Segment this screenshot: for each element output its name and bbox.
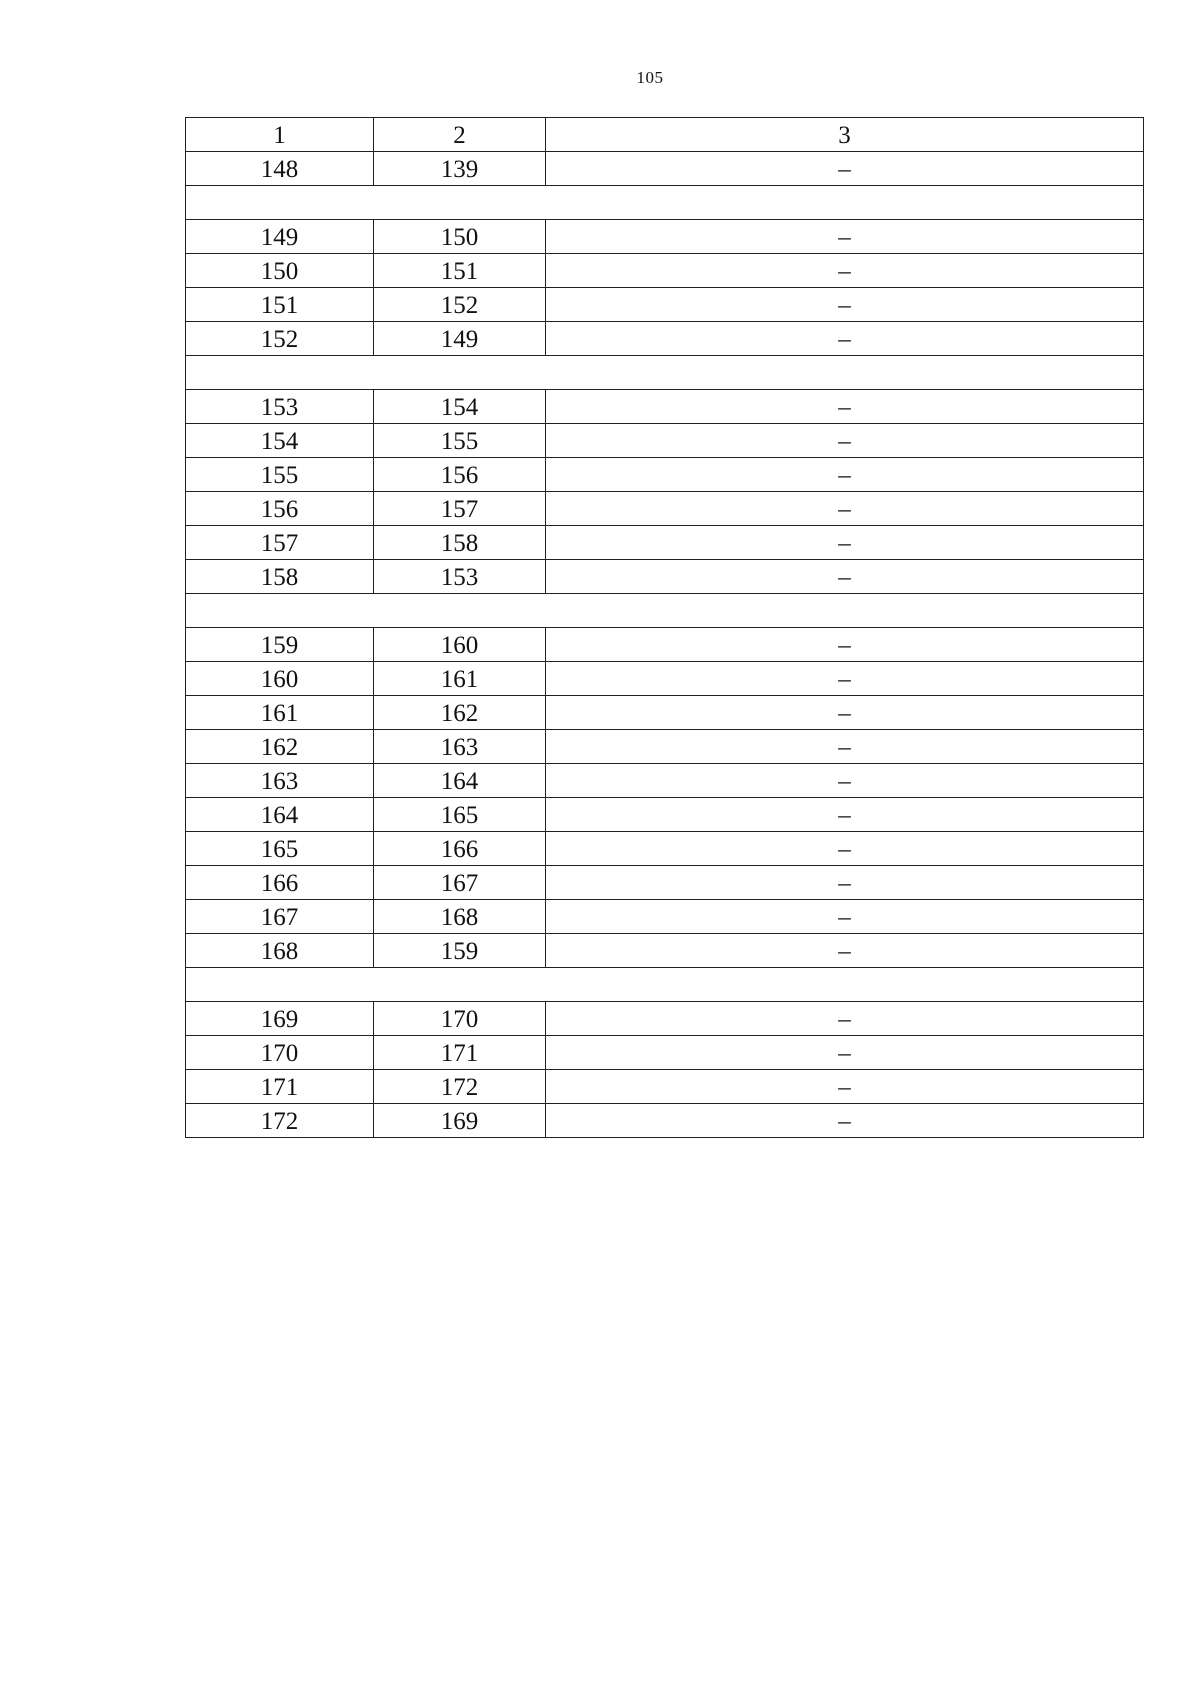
table-row bbox=[186, 560, 1144, 594]
cell-col3: – bbox=[546, 390, 1144, 424]
page-number: 105 bbox=[636, 68, 664, 87]
table-row bbox=[186, 696, 1144, 730]
cell-col3: – bbox=[546, 492, 1144, 526]
header-cell-col3: 3 bbox=[546, 118, 1144, 152]
cell-col3: – bbox=[546, 424, 1144, 458]
cell-col3: – bbox=[546, 152, 1144, 186]
table-row bbox=[186, 628, 1144, 662]
cell-col3: – bbox=[546, 1036, 1144, 1070]
cell-col3: – bbox=[546, 458, 1144, 492]
table-row bbox=[186, 1036, 1144, 1070]
group-separator-cell bbox=[186, 594, 1144, 628]
table-row bbox=[186, 492, 1144, 526]
table-row bbox=[186, 526, 1144, 560]
table-row bbox=[186, 322, 1144, 356]
table-body bbox=[186, 118, 1144, 1138]
cell-col1: 160 bbox=[186, 662, 374, 696]
cell-col3: – bbox=[546, 628, 1144, 662]
group-separator-row bbox=[186, 186, 1144, 220]
group-separator-row bbox=[186, 356, 1144, 390]
cell-col1: 150 bbox=[186, 254, 374, 288]
cell-col1: 166 bbox=[186, 866, 374, 900]
cell-col3: – bbox=[546, 288, 1144, 322]
cell-col2: 164 bbox=[374, 764, 546, 798]
table-row bbox=[186, 152, 1144, 186]
group-separator-cell bbox=[186, 968, 1144, 1002]
cell-col2: 172 bbox=[374, 1070, 546, 1104]
cell-col3: – bbox=[546, 832, 1144, 866]
cell-col3: – bbox=[546, 1104, 1144, 1138]
cell-col2: 163 bbox=[374, 730, 546, 764]
table-row bbox=[186, 1104, 1144, 1138]
cell-col1: 169 bbox=[186, 1002, 374, 1036]
cell-col3: – bbox=[546, 254, 1144, 288]
table-row bbox=[186, 662, 1144, 696]
group-separator-cell bbox=[186, 356, 1144, 390]
cell-col2: 168 bbox=[374, 900, 546, 934]
cell-col3: – bbox=[546, 798, 1144, 832]
table-row bbox=[186, 832, 1144, 866]
cell-col2: 165 bbox=[374, 798, 546, 832]
cell-col3: – bbox=[546, 322, 1144, 356]
cell-col1: 159 bbox=[186, 628, 374, 662]
cell-col3: – bbox=[546, 662, 1144, 696]
cell-col1: 149 bbox=[186, 220, 374, 254]
table-row bbox=[186, 288, 1144, 322]
cell-col2: 139 bbox=[374, 152, 546, 186]
cell-col2: 160 bbox=[374, 628, 546, 662]
cell-col3: – bbox=[546, 696, 1144, 730]
cell-col1: 158 bbox=[186, 560, 374, 594]
cell-col1: 172 bbox=[186, 1104, 374, 1138]
cell-col2: 152 bbox=[374, 288, 546, 322]
cell-col1: 171 bbox=[186, 1070, 374, 1104]
cell-col2: 169 bbox=[374, 1104, 546, 1138]
header-cell-col1: 1 bbox=[186, 118, 374, 152]
cell-col3: – bbox=[546, 730, 1144, 764]
cell-col1: 157 bbox=[186, 526, 374, 560]
cell-col2: 159 bbox=[374, 934, 546, 968]
table-row bbox=[186, 424, 1144, 458]
cell-col1: 170 bbox=[186, 1036, 374, 1070]
cell-col3: – bbox=[546, 764, 1144, 798]
cell-col3: – bbox=[546, 934, 1144, 968]
table-row bbox=[186, 798, 1144, 832]
cell-col3: – bbox=[546, 1002, 1144, 1036]
cell-col1: 162 bbox=[186, 730, 374, 764]
table-header-row bbox=[186, 118, 1144, 152]
table-row bbox=[186, 1070, 1144, 1104]
cell-col2: 151 bbox=[374, 254, 546, 288]
cell-col1: 167 bbox=[186, 900, 374, 934]
cell-col2: 171 bbox=[374, 1036, 546, 1070]
cell-col1: 155 bbox=[186, 458, 374, 492]
cell-col3: – bbox=[546, 1070, 1144, 1104]
cell-col2: 166 bbox=[374, 832, 546, 866]
cell-col1: 151 bbox=[186, 288, 374, 322]
group-separator-cell bbox=[186, 186, 1144, 220]
table-row bbox=[186, 900, 1144, 934]
cell-col2: 157 bbox=[374, 492, 546, 526]
data-table bbox=[185, 117, 1144, 1138]
cell-col2: 155 bbox=[374, 424, 546, 458]
cell-col1: 154 bbox=[186, 424, 374, 458]
group-separator-row bbox=[186, 968, 1144, 1002]
cell-col2: 154 bbox=[374, 390, 546, 424]
group-separator-row bbox=[186, 594, 1144, 628]
table-row bbox=[186, 254, 1144, 288]
table-row bbox=[186, 934, 1144, 968]
table-row bbox=[186, 1002, 1144, 1036]
cell-col1: 156 bbox=[186, 492, 374, 526]
cell-col1: 153 bbox=[186, 390, 374, 424]
cell-col2: 150 bbox=[374, 220, 546, 254]
cell-col2: 161 bbox=[374, 662, 546, 696]
cell-col1: 152 bbox=[186, 322, 374, 356]
cell-col1: 168 bbox=[186, 934, 374, 968]
table-row bbox=[186, 458, 1144, 492]
cell-col1: 163 bbox=[186, 764, 374, 798]
cell-col1: 164 bbox=[186, 798, 374, 832]
table-row bbox=[186, 764, 1144, 798]
cell-col3: – bbox=[546, 560, 1144, 594]
cell-col2: 149 bbox=[374, 322, 546, 356]
cell-col2: 170 bbox=[374, 1002, 546, 1036]
cell-col2: 156 bbox=[374, 458, 546, 492]
table-row bbox=[186, 866, 1144, 900]
cell-col3: – bbox=[546, 866, 1144, 900]
cell-col2: 162 bbox=[374, 696, 546, 730]
cell-col2: 167 bbox=[374, 866, 546, 900]
table-row bbox=[186, 390, 1144, 424]
cell-col2: 158 bbox=[374, 526, 546, 560]
cell-col2: 153 bbox=[374, 560, 546, 594]
header-cell-col2: 2 bbox=[374, 118, 546, 152]
cell-col3: – bbox=[546, 526, 1144, 560]
cell-col1: 165 bbox=[186, 832, 374, 866]
table-row bbox=[186, 220, 1144, 254]
cell-col1: 148 bbox=[186, 152, 374, 186]
cell-col3: – bbox=[546, 900, 1144, 934]
cell-col3: – bbox=[546, 220, 1144, 254]
table-row bbox=[186, 730, 1144, 764]
cell-col1: 161 bbox=[186, 696, 374, 730]
